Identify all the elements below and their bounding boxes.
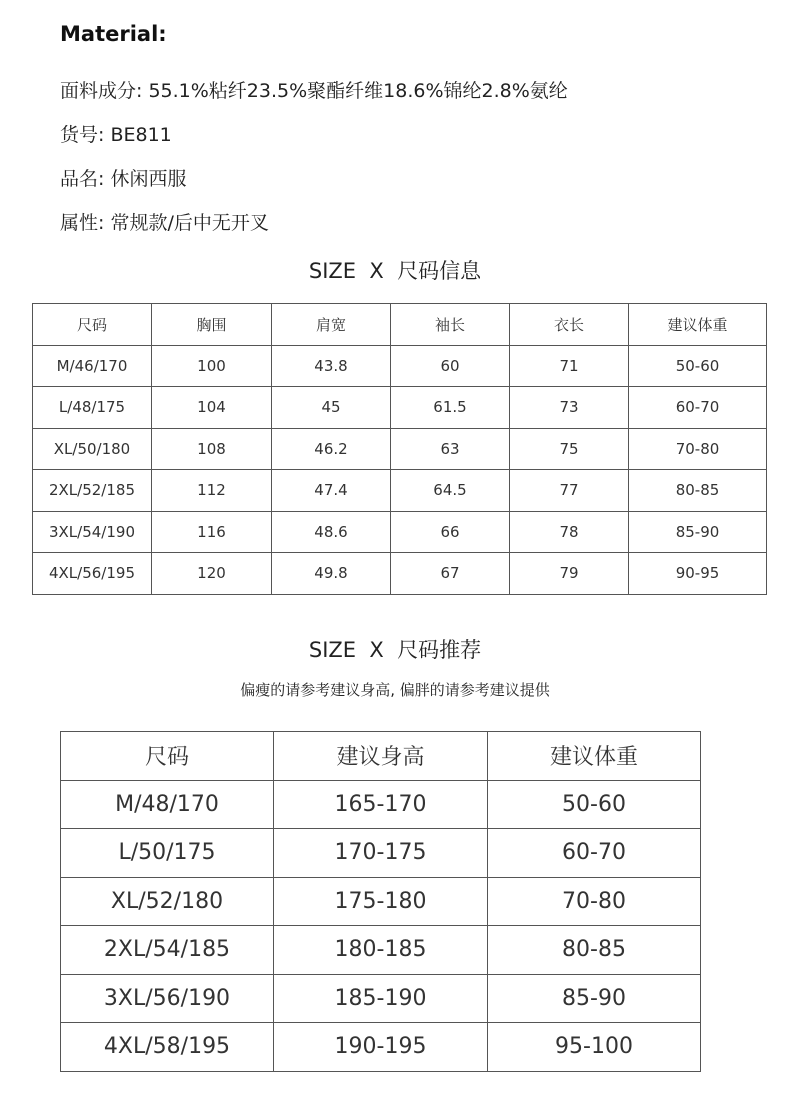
table-cell: 70-80 [629,428,767,470]
size-info-title: SIZE X 尺码信息 [308,259,482,283]
header-cell: 肩宽 [272,304,391,346]
table-cell: 80-85 [629,470,767,512]
header-cell: 建议体重 [488,732,701,781]
table-cell: 85-90 [488,974,701,1023]
table-cell: 61.5 [391,387,510,429]
table-row [33,387,767,429]
table-cell: 50-60 [488,780,701,829]
item-number: 货号: BE811 [60,124,172,146]
table-cell: 60-70 [488,829,701,878]
table-cell: 104 [152,387,272,429]
table-row [61,877,701,926]
product-attributes: 属性: 常规款/后中无开叉 [60,212,269,234]
table-row [61,1023,701,1072]
header-cell: 袖长 [391,304,510,346]
table-cell: 170-175 [274,829,488,878]
table-cell: L/50/175 [61,829,274,878]
table-row [33,511,767,553]
size-info-table [32,303,767,595]
table-cell: 180-185 [274,926,488,975]
table-header-row [33,304,767,346]
table-cell: 90-95 [629,553,767,595]
table-cell: 80-85 [488,926,701,975]
table-cell: 43.8 [272,345,391,387]
size-recommend-table [60,731,701,1072]
table-row [33,553,767,595]
table-cell: M/46/170 [33,345,152,387]
table-cell: 47.4 [272,470,391,512]
size-recommend-note: 偏瘦的请参考建议身高, 偏胖的请参考建议提供 [240,681,550,699]
table-cell: 175-180 [274,877,488,926]
fabric-composition: 面料成分: 55.1%粘纤23.5%聚酯纤维18.6%锦纶2.8%氨纶 [60,80,568,102]
table-cell: 66 [391,511,510,553]
table-cell: 79 [510,553,629,595]
header-cell: 衣长 [510,304,629,346]
header-cell: 建议身高 [274,732,488,781]
table-row [33,428,767,470]
table-cell: 2XL/54/185 [61,926,274,975]
table-cell: 77 [510,470,629,512]
table-cell: 70-80 [488,877,701,926]
table-cell: 100 [152,345,272,387]
table-cell: 67 [391,553,510,595]
table-cell: 78 [510,511,629,553]
table-cell: 63 [391,428,510,470]
table-cell: 50-60 [629,345,767,387]
table-row [61,829,701,878]
table-cell: 60 [391,345,510,387]
table-cell: 4XL/56/195 [33,553,152,595]
table-cell: 71 [510,345,629,387]
table-cell: 4XL/58/195 [61,1023,274,1072]
table-cell: L/48/175 [33,387,152,429]
table-cell: 190-195 [274,1023,488,1072]
table-cell: 73 [510,387,629,429]
table-cell: 75 [510,428,629,470]
table-cell: 2XL/52/185 [33,470,152,512]
table-cell: 116 [152,511,272,553]
table-row [33,345,767,387]
table-cell: 165-170 [274,780,488,829]
table-cell: 85-90 [629,511,767,553]
table-cell: 46.2 [272,428,391,470]
product-name: 品名: 休闲西服 [60,168,187,190]
table-cell: 3XL/56/190 [61,974,274,1023]
header-cell: 建议体重 [629,304,767,346]
table-cell: 95-100 [488,1023,701,1072]
table-cell: 185-190 [274,974,488,1023]
table-cell: 64.5 [391,470,510,512]
table-cell: 108 [152,428,272,470]
table-cell: 120 [152,553,272,595]
table-cell: XL/50/180 [33,428,152,470]
header-cell: 尺码 [33,304,152,346]
header-cell: 胸围 [152,304,272,346]
table-cell: 3XL/54/190 [33,511,152,553]
table-cell: XL/52/180 [61,877,274,926]
table-cell: 112 [152,470,272,512]
table-header-row [61,732,701,781]
table-row [61,926,701,975]
table-row [61,780,701,829]
table-cell: M/48/170 [61,780,274,829]
table-cell: 45 [272,387,391,429]
table-cell: 60-70 [629,387,767,429]
material-heading: Material: [60,22,167,46]
table-cell: 49.8 [272,553,391,595]
table-row [33,470,767,512]
header-cell: 尺码 [61,732,274,781]
table-cell: 48.6 [272,511,391,553]
table-row [61,974,701,1023]
size-recommend-title: SIZE X 尺码推荐 [308,638,482,662]
